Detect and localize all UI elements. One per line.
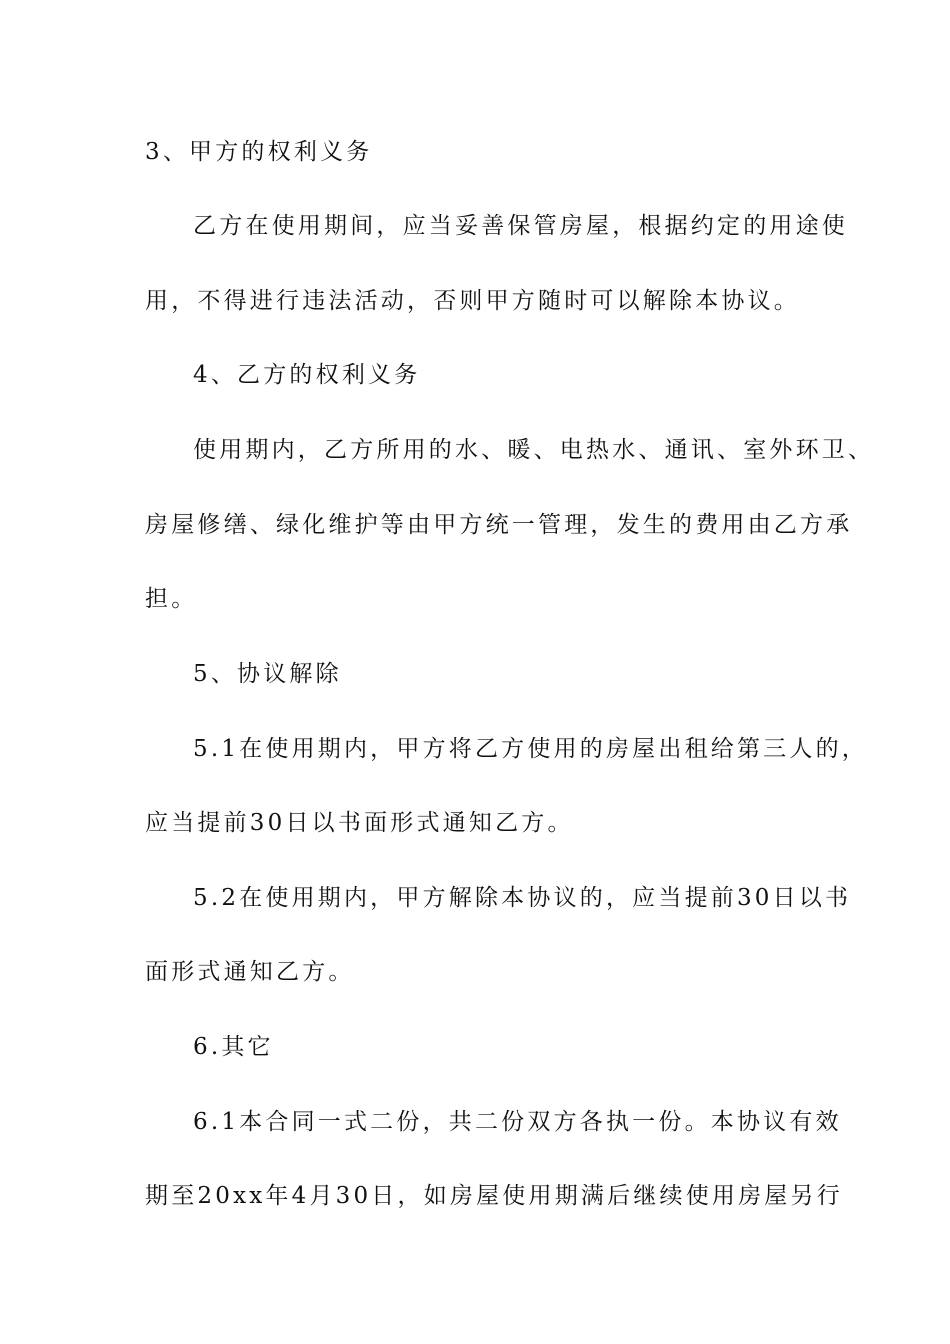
paragraph-line: 面形式通知乙方。: [145, 959, 355, 985]
paragraph-line: 乙方在使用期间，应当妥善保管房屋，根据约定的用途使: [193, 213, 848, 239]
paragraph-line: 5.2在使用期内，甲方解除本协议的，应当提前30日以书: [193, 885, 852, 911]
paragraph-line: 5.1在使用期内，甲方将乙方使用的房屋出租给第三人的，: [193, 736, 868, 762]
paragraph-line: 使用期内，乙方所用的水、暖、电热水、通讯、室外环卫、: [193, 437, 875, 463]
section-heading-6: 6.其它: [193, 1034, 274, 1060]
section-heading-3: 3、甲方的权利义务: [145, 139, 373, 165]
section-heading-4: 4、乙方的权利义务: [193, 362, 421, 388]
paragraph-line: 房屋修缮、绿化维护等由甲方统一管理，发生的费用由乙方承: [145, 512, 853, 538]
paragraph-line: 担。: [145, 586, 198, 612]
section-heading-5: 5、协议解除: [193, 661, 342, 687]
paragraph-line: 应当提前30日以书面形式通知乙方。: [145, 810, 574, 836]
paragraph-line: 6.1本合同一式二份，共二份双方各执一份。本协议有效: [193, 1109, 842, 1135]
paragraph-line: 期至20xx年4月30日，如房屋使用期满后继续使用房屋另行: [145, 1183, 843, 1209]
paragraph-line: 用，不得进行违法活动，否则甲方随时可以解除本协议。: [145, 288, 800, 314]
